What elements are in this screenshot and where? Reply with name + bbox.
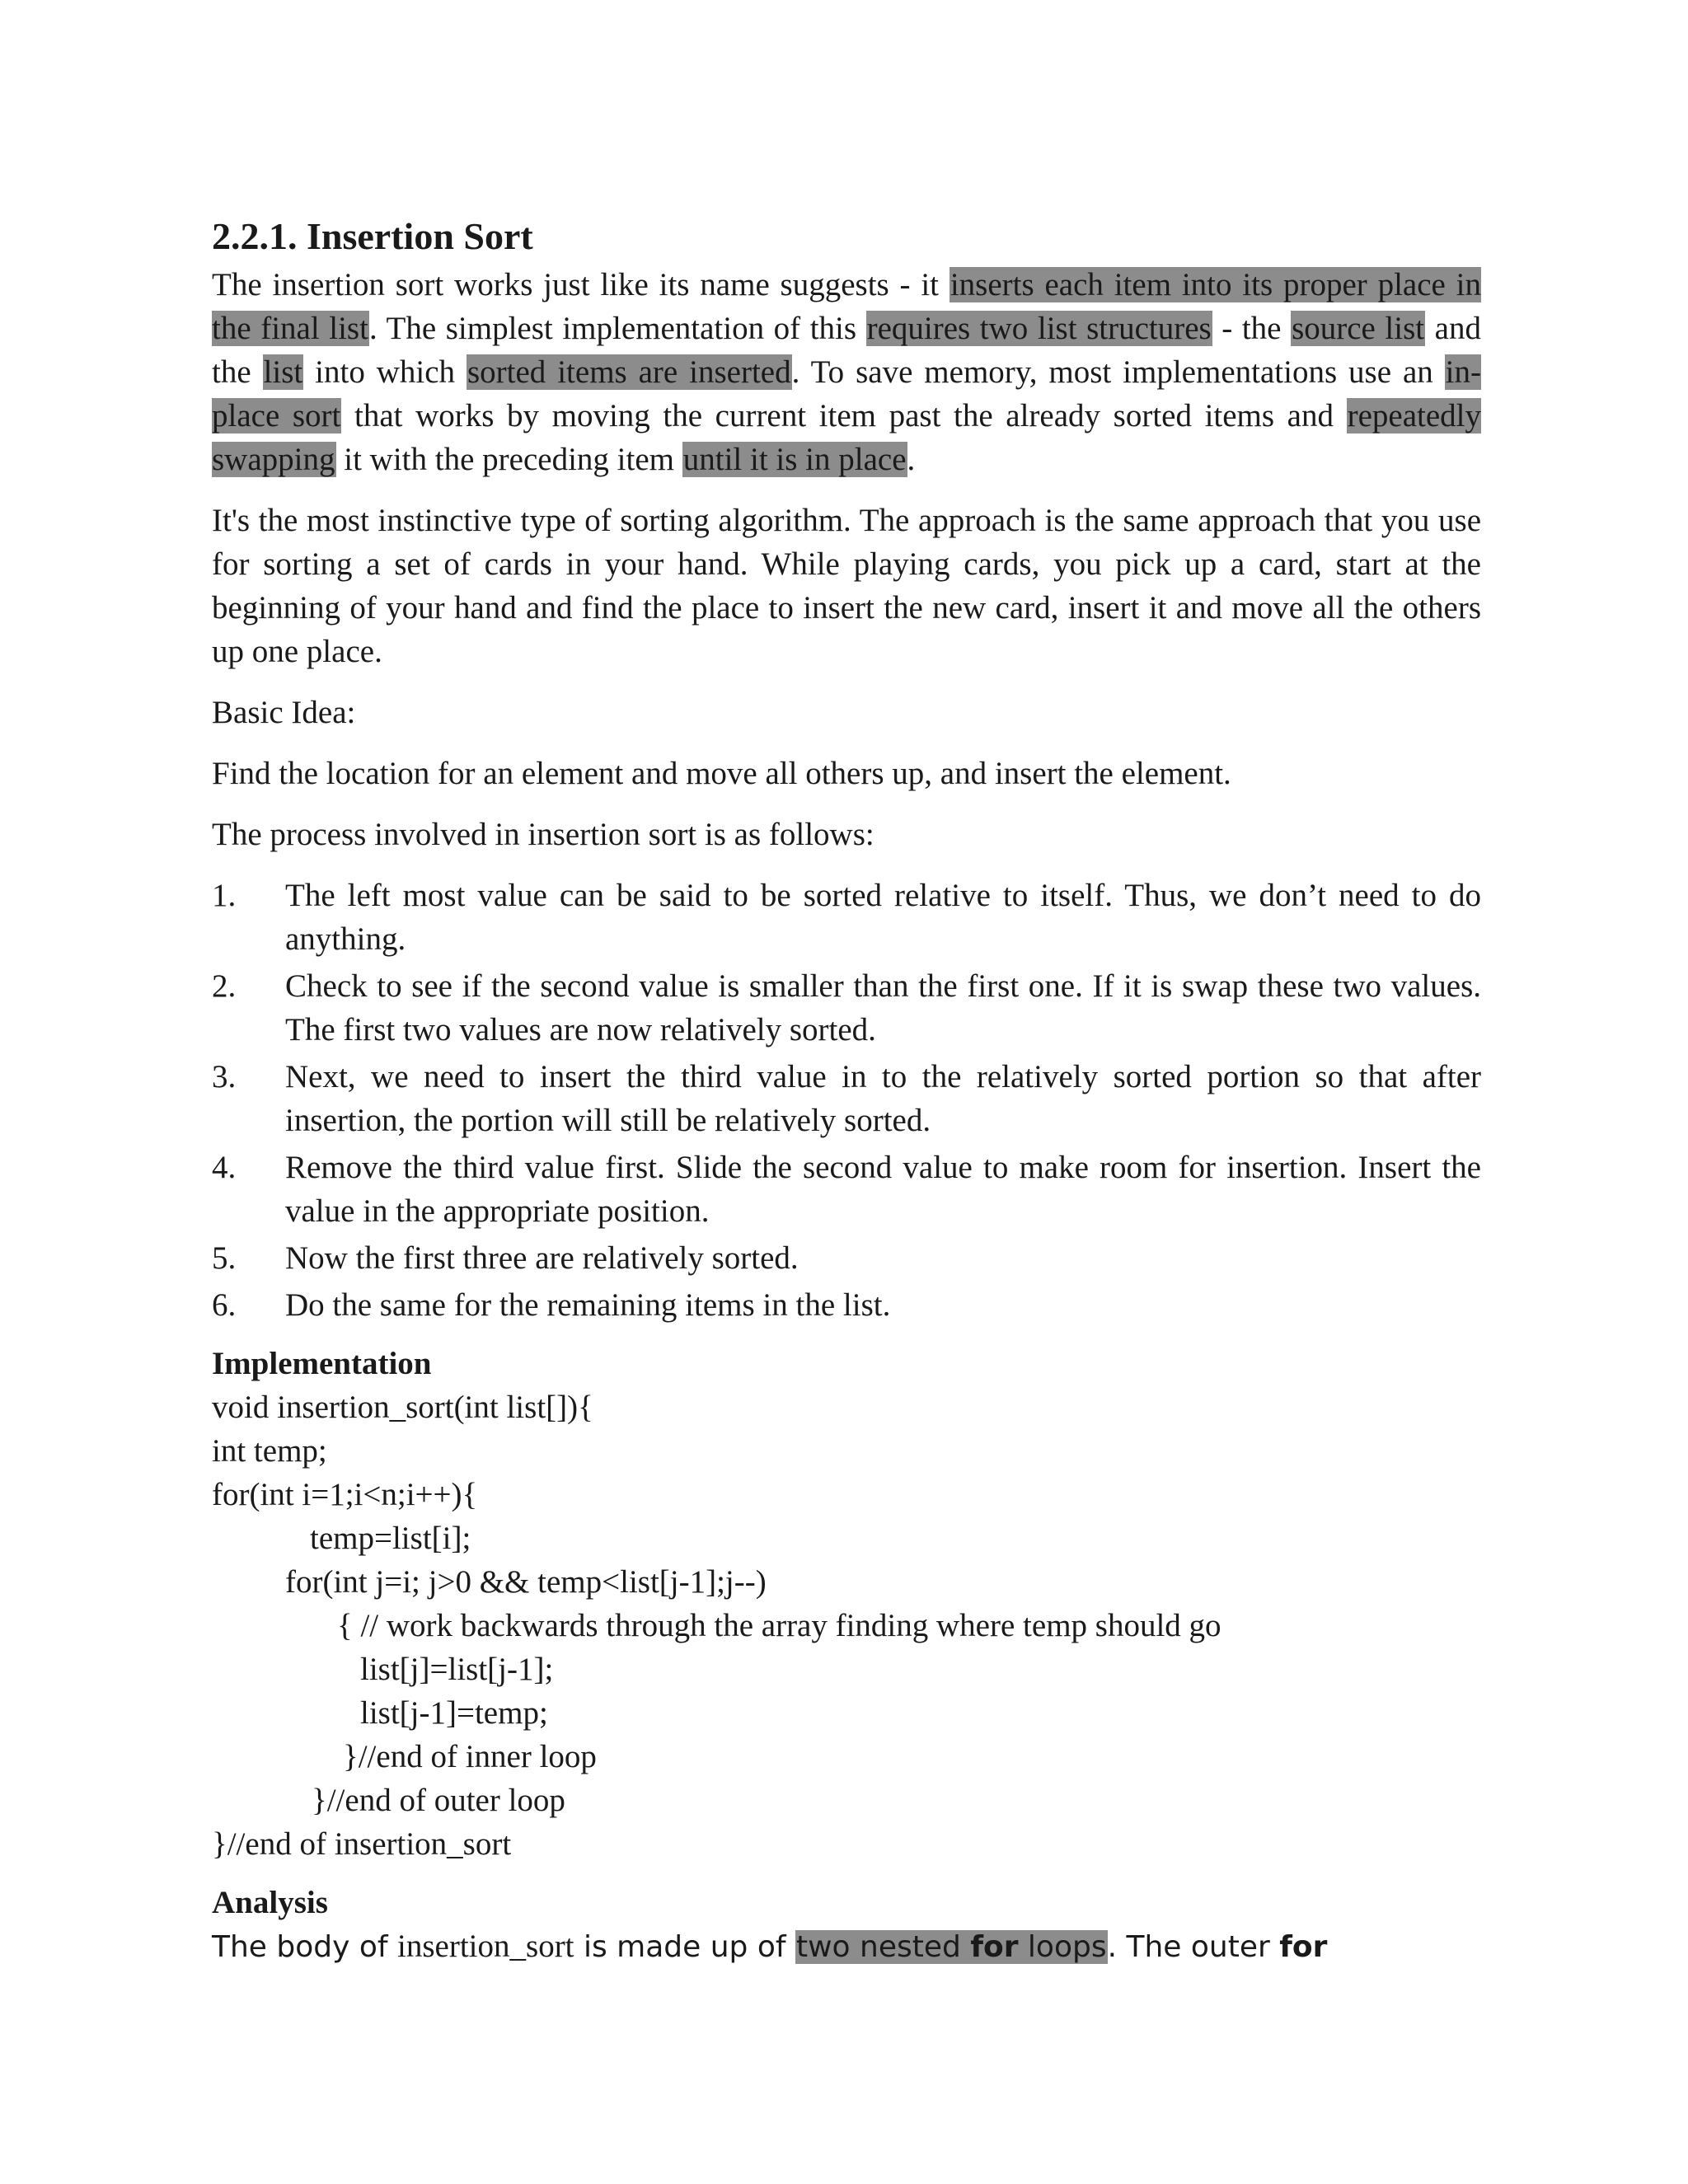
list-item xyxy=(212,874,1481,961)
intro-text: The insertion sort works just like its name suggests - it xyxy=(212,267,950,302)
implementation-heading: Implementation xyxy=(212,1346,432,1381)
highlight-text: loops xyxy=(1018,1930,1107,1964)
code-block xyxy=(212,1385,1481,1866)
highlight: source list xyxy=(1292,311,1425,346)
step-text: Next, we need to insert the third value in to the relatively sorted portion so that after insertion, the portion will still be relatively sorted. xyxy=(285,1059,1481,1138)
list-item xyxy=(212,1236,1481,1280)
description-paragraph: It's the most instinctive type of sorting algorithm. The approach is the same approach that you use for sorting a set of cards in your hand. While playing cards, you pick up a card, start at the beginning of your hand and find the place to insert the new card, insert it and move all the others up one place. xyxy=(212,503,1481,669)
highlight: until it is in place xyxy=(682,442,907,477)
list-item xyxy=(212,964,1481,1052)
highlight-text: two nested xyxy=(796,1930,971,1964)
code-line: temp=list[i]; xyxy=(310,1521,471,1556)
step-text: Now the first three are relatively sorted. xyxy=(285,1240,799,1276)
analysis-text: The body of xyxy=(212,1930,398,1964)
basic-idea-label: Basic Idea: xyxy=(212,695,356,730)
step-number: 3. xyxy=(212,1059,237,1094)
highlight xyxy=(795,1930,1108,1964)
step-text: Do the same for the remaining items in the list. xyxy=(285,1287,891,1323)
intro-text: . To save memory, most implementations use an xyxy=(791,354,1445,390)
step-number: 4. xyxy=(212,1150,237,1185)
highlight: repeatedly swapping xyxy=(212,398,1481,477)
intro-text: it with the preceding item xyxy=(335,442,682,477)
highlight: inserts each item into its proper place in the final list xyxy=(212,267,1481,346)
keyword-for: for xyxy=(970,1930,1019,1964)
step-number: 6. xyxy=(212,1287,237,1323)
code-line: list[j-1]=temp; xyxy=(360,1695,548,1731)
step-text: Check to see if the second value is smaller than the first one. If it is swap these two values. The first two values are now relatively sorted. xyxy=(285,968,1481,1047)
intro-paragraph xyxy=(212,263,1481,481)
code-line: list[j]=list[j-1]; xyxy=(360,1652,554,1687)
function-name: insertion_sort xyxy=(397,1929,574,1964)
highlight: sorted items are inserted xyxy=(467,354,791,390)
analysis-text: . The outer xyxy=(1107,1930,1280,1964)
step-number: 2. xyxy=(212,968,237,1004)
code-line: }//end of outer loop xyxy=(312,1783,565,1818)
intro-text: - the xyxy=(1212,311,1292,346)
list-item xyxy=(212,1146,1481,1233)
analysis-text: is made up of xyxy=(574,1930,795,1964)
step-number: 5. xyxy=(212,1240,237,1276)
step-text: Remove the third value first. Slide the second value to make room for insertion. Insert the value in the appropriate position. xyxy=(285,1150,1481,1229)
highlight: requires two list structures xyxy=(866,311,1212,346)
basic-idea-text: Find the location for an element and move all others up, and insert the element. xyxy=(212,756,1231,791)
intro-text: that works by moving the current item past the already sorted items and xyxy=(341,398,1347,434)
intro-text: and the xyxy=(212,311,1481,390)
list-item xyxy=(212,1055,1481,1142)
process-intro: The process involved in insertion sort is as follows: xyxy=(212,817,874,852)
step-number: 1. xyxy=(212,878,237,913)
intro-text: . The simplest implementation of this xyxy=(368,311,866,346)
steps-list xyxy=(212,874,1481,1327)
list-item xyxy=(212,1283,1481,1327)
analysis-heading: Analysis xyxy=(212,1885,328,1920)
code-line: }//end of inner loop xyxy=(343,1739,597,1774)
document-page xyxy=(212,210,1481,1969)
highlight: in-place sort xyxy=(212,354,1481,434)
code-line: for(int i=1;i<n;i++){ xyxy=(212,1477,478,1512)
code-line: for(int j=i; j>0 && temp<list[j-1];j--) xyxy=(285,1564,767,1600)
code-line: }//end of insertion_sort xyxy=(212,1826,512,1862)
analysis-paragraph xyxy=(212,1924,1481,1969)
step-text: The left most value can be said to be sorted relative to itself. Thus, we don’t need to do anything. xyxy=(285,878,1481,957)
highlight: list xyxy=(263,354,303,390)
section-heading: 2.2.1. Insertion Sort xyxy=(212,215,533,257)
intro-text: into which xyxy=(303,354,467,390)
keyword-for: for xyxy=(1279,1930,1328,1964)
intro-text: . xyxy=(907,442,916,477)
code-line: { // work backwards through the array finding where temp should go xyxy=(337,1608,1221,1643)
code-line: int temp; xyxy=(212,1433,327,1469)
code-line: void insertion_sort(int list[]){ xyxy=(212,1390,593,1425)
